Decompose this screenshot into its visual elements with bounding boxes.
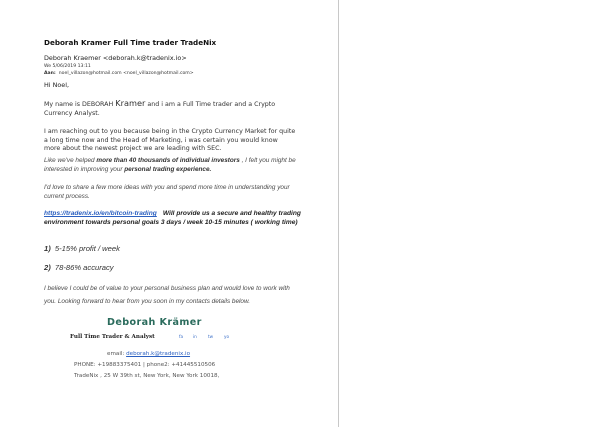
profit-bullet — [44, 244, 120, 253]
linkedin-icon[interactable]: in — [193, 334, 197, 339]
email-subject: Deborah Kramer Full Time trader TradeNix — [44, 38, 217, 47]
email-label: email: — [107, 351, 127, 357]
to-value: noel_villazon@hotmail.com <noel_villazon@hotmail.com> — [58, 71, 194, 76]
signature-email — [107, 351, 190, 357]
reach-out-paragraph: I am reaching out to you because being in the Crypto Currency Market for quite a long time now and the Head of Marketing, i was certain you would know more about the newest project we are leading with SEC. — [44, 128, 296, 153]
investors-bold: more than 40 thousands of individual investors — [96, 157, 240, 164]
bullet1-text: 5-15% profit / week — [54, 244, 120, 253]
twitter-icon[interactable]: tw — [208, 334, 214, 339]
page-divider — [338, 0, 339, 427]
offer-text: Will provide us a secure and healthy trading environment towards personal goals 3 days / week 10-15 minutes ( working time) — [44, 210, 301, 226]
investors-bold2: personal trading experience. — [124, 165, 212, 173]
signature-phone: PHONE: +19883375401 | phone2: +41445510506 — [74, 362, 216, 368]
to-label: Aan: — [44, 71, 56, 76]
greeting: Hi Noel, — [44, 81, 70, 89]
youtube-icon[interactable]: yo — [224, 334, 230, 339]
investors-paragraph — [44, 157, 296, 174]
email-date: We 5/06/2019 13:11 — [44, 64, 91, 69]
email-to — [44, 71, 194, 76]
offer-paragraph — [44, 210, 306, 228]
bullet1-number: 1) — [44, 244, 51, 253]
share-ideas-paragraph: I'd love to share a few more ideas with you and spend more time in understanding your current process. — [44, 184, 290, 200]
bullet2-text: 78-86% accuracy — [54, 263, 114, 272]
signature-address: TradeNix , 25 W 39th st, New York, New York 10018, — [74, 373, 220, 379]
intro-text-b: and i am a Full Time trader and a Crypto Currency Analyst. — [44, 101, 276, 117]
email-from: Deborah Kraemer <deborah.k@tradenix.io> — [44, 54, 187, 62]
facebook-icon[interactable]: fa — [179, 334, 184, 339]
intro-name: Kramer — [115, 98, 146, 108]
investors-text-b: , I felt you might be interested in improving your — [44, 157, 296, 173]
signature-name: Deborah Krämer — [107, 317, 202, 328]
email-link[interactable]: deborah.k@tradenix.io — [126, 351, 191, 357]
intro-paragraph — [44, 99, 296, 118]
intro-text-a: My name is DEBORAH — [44, 101, 116, 108]
tradenix-link[interactable]: https://tradenix.io/en/bitcoin-trading — [44, 210, 157, 217]
bullet2-number: 2) — [44, 263, 51, 272]
accuracy-bullet — [44, 263, 114, 272]
signature-title: Full Time Trader & Analyst — [70, 334, 155, 340]
closing-paragraph: I believe I could be of value to your personal business plan and would love to work with you. Looking forward to hear from you soon in my contacts details below. — [44, 285, 290, 305]
investors-text-a: Like we've helped — [44, 157, 97, 164]
